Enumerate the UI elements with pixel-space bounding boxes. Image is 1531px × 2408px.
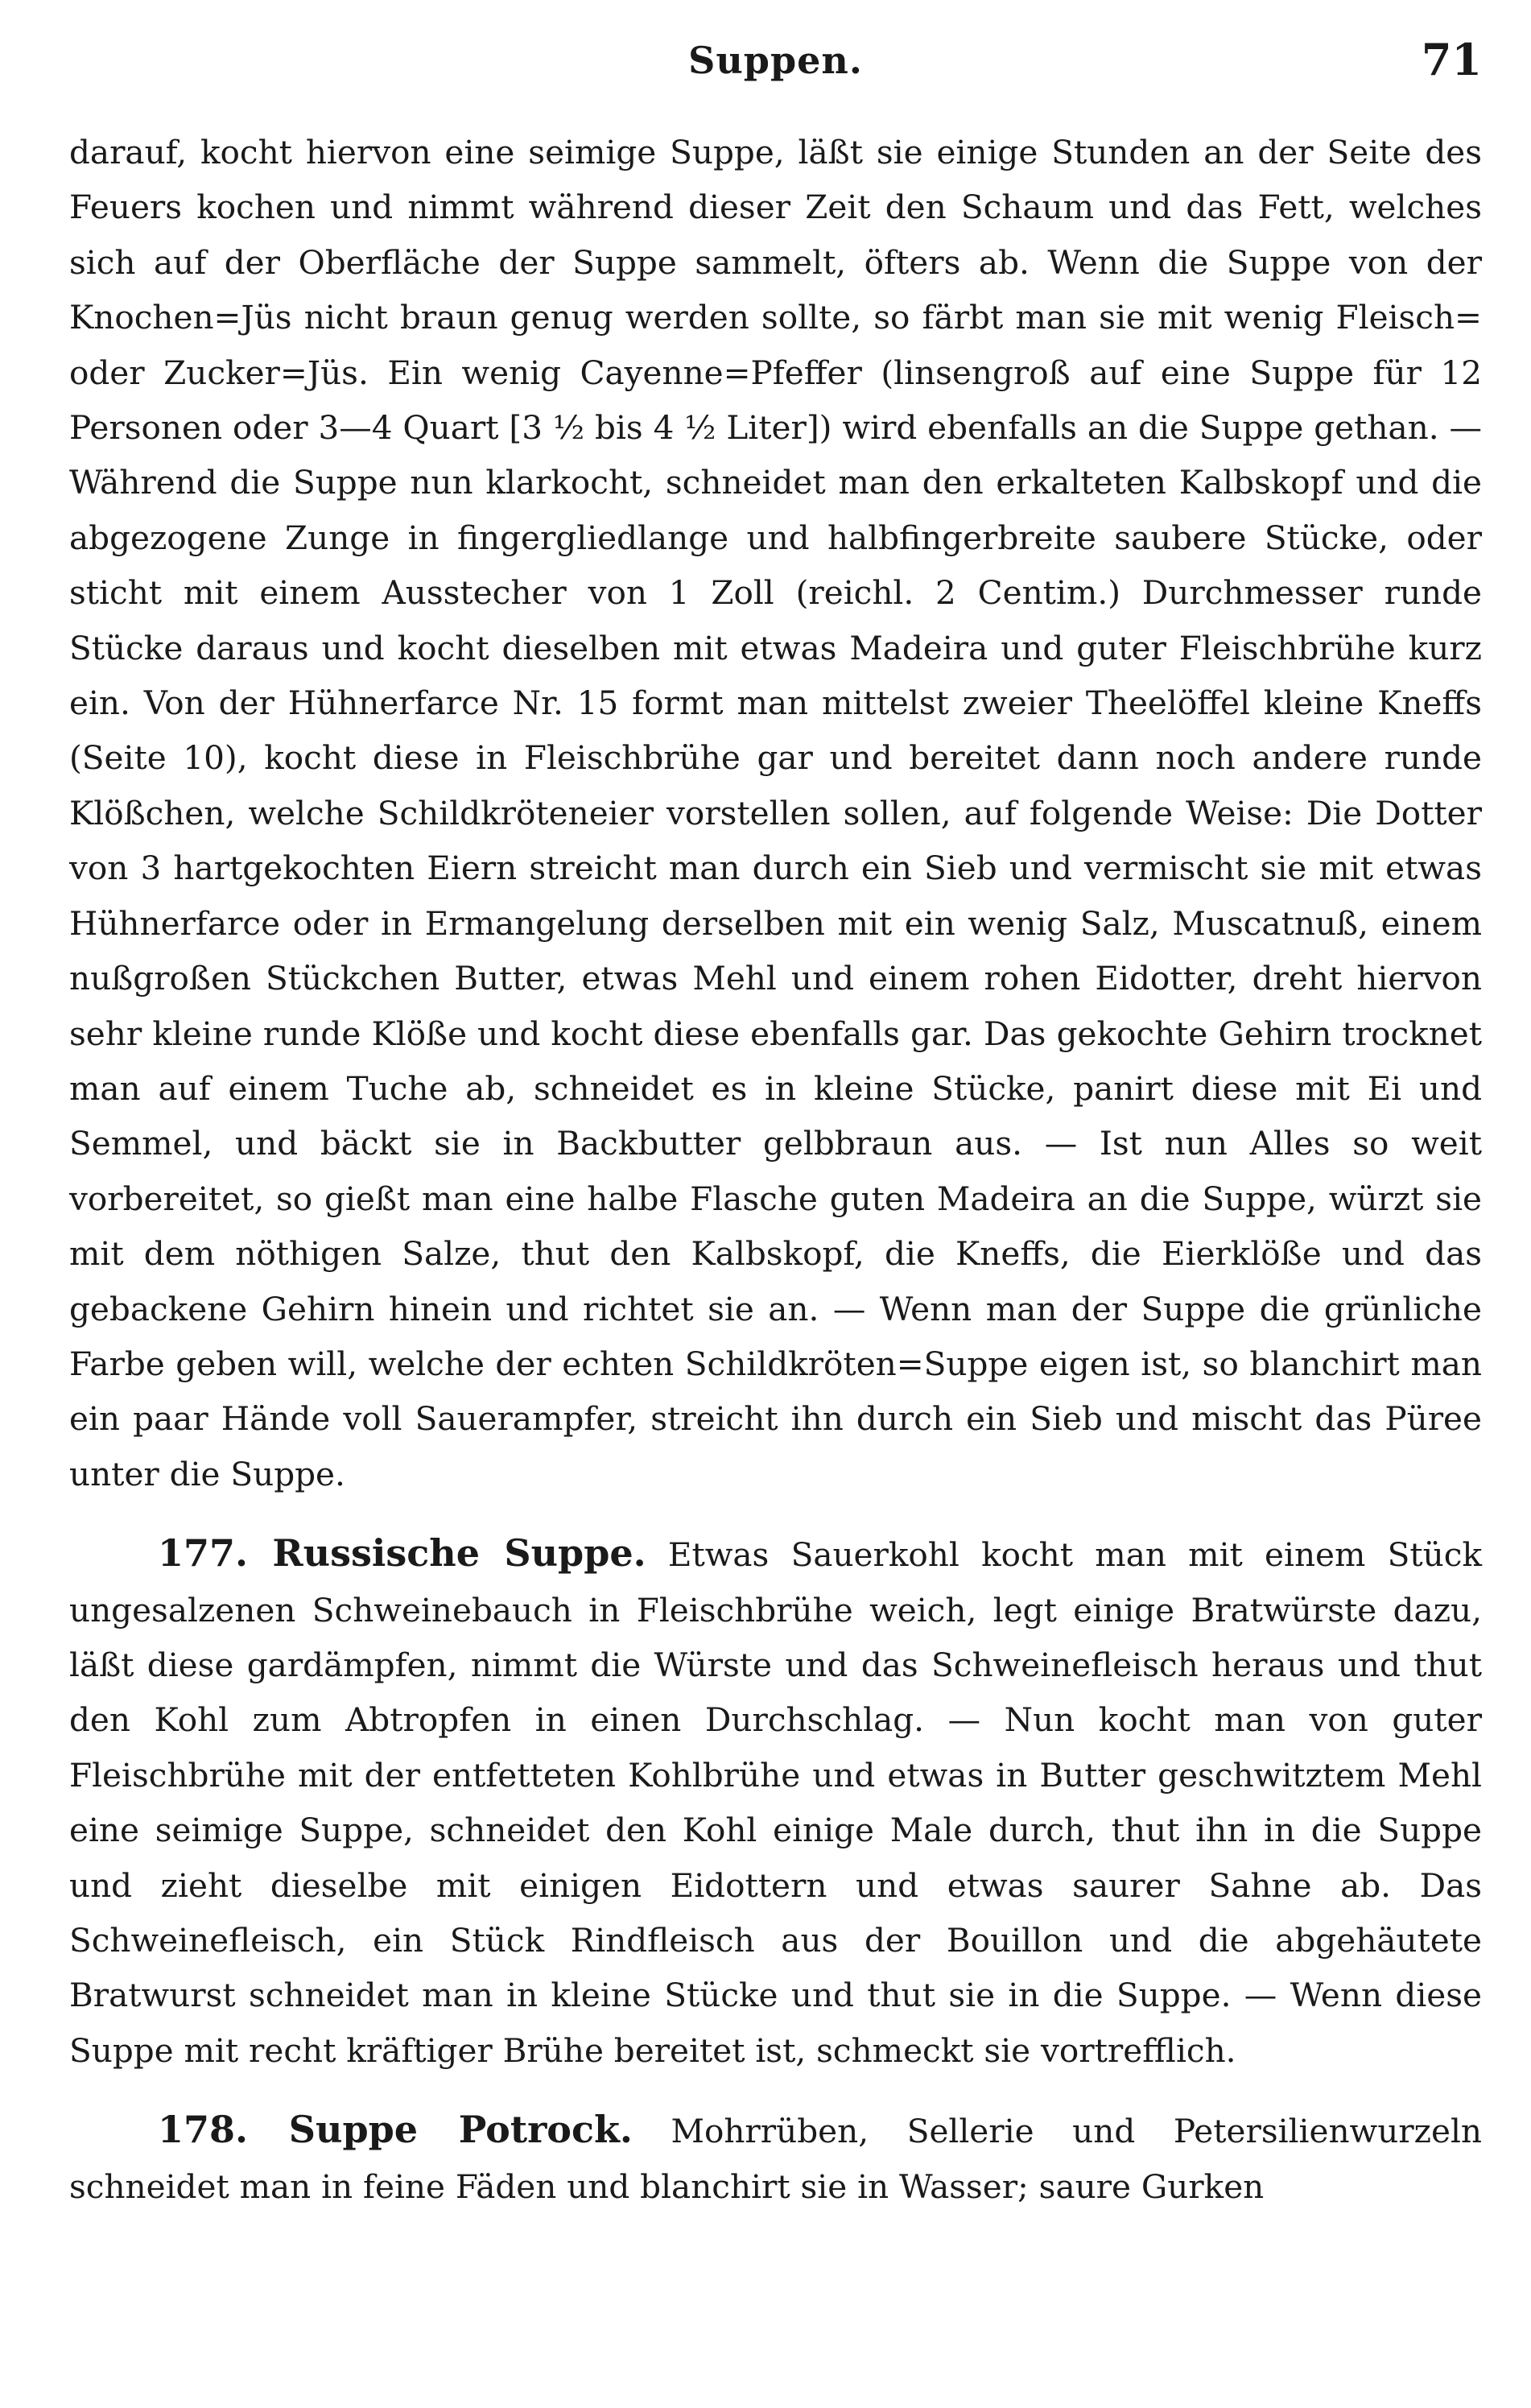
continuation-paragraph: darauf, kocht hiervon eine seimige Suppe, läßt sie einige Stunden an der Seite des Feuers kochen und nimmt während dieser Zeit den Schaum und das Fett, welches sich auf der Oberfläche der Suppe sammelt, öfters ab. Wenn die Suppe von der Knochen=Jüs nicht braun genug werden sollte, so färbt man sie mit wenig Fleisch= oder Zucker=Jüs. Ein wenig Cayenne=Pfeffer (linsengroß auf eine Suppe für 12 Personen oder 3—4 Quart [3 ½ bis 4 ½ Liter]) wird ebenfalls an die Suppe gethan. — Während die Suppe nun klarkocht, schneidet man den erkalteten Kalbskopf und die abgezogene Zunge in fingergliedlange und halbfingerbreite saubere Stücke, oder sticht mit einem Ausstecher von 1 Zoll (reichl. 2 Centim.) Durchmesser runde Stücke daraus und kocht dieselben mit etwas Madeira und guter Fleischbrühe kurz ein. Von der Hühnerfarce Nr. 15 formt man mittelst zweier Theelöffel kleine Kneffs (Seite 10), kocht diese in Fleischbrühe gar und bereitet dann noch andere runde Klößchen, welche Schildkröteneier vorstellen sollen, auf folgende Weise: Die Dotter von 3 hartgekochten Eiern streicht man durch ein Sieb und vermischt sie mit etwas Hühnerfarce oder in Ermangelung derselben mit ein wenig Salz, Muscatnuß, einem nußgroßen Stückchen Butter, etwas Mehl und einem rohen Eidotter, dreht hiervon sehr kleine runde Klöße und kocht diese ebenfalls gar. Das gekochte Gehirn trocknet man auf einem Tuche ab, schneidet es in kleine Stücke, panirt diese mit Ei und Semmel, und bäckt sie in Backbutter gelbbraun aus. — Ist nun Alles so weit vorbereitet, so gießt man eine halbe Flasche guten Madeira an die Suppe, würzt sie mit dem nöthigen Salze, thut den Kalbskopf, die Kneffs, die Eierklöße und das gebackene Gehirn hinein und richtet sie an. — Wenn man der Suppe die grünliche Farbe geben will, welche der echten Schildkröten=Suppe eigen ist, so blanchirt man ein paar Hände voll Sauerampfer, streicht ihn durch ein Sieb und mischt das Püree unter die Suppe. [69, 133, 1482, 1493]
page-body [69, 125, 1482, 2214]
page-header [69, 24, 1482, 105]
recipe-177-heading: 177. Russische Suppe. [158, 1531, 646, 1576]
recipe-177-text: Etwas Sauerkohl kocht man mit einem Stück ungesalzenen Schweinebauch in Fleischbrühe weich, legt einige Bratwürste dazu, läßt diese gardämpfen, nimmt die Würste und das Schweinefleisch heraus und thut den Kohl zum Abtropfen in einen Durchschlag. — Nun kocht man von guter Fleischbrühe mit der entfetteten Kohlbrühe und etwas in Butter geschwitztem Mehl eine seimige Suppe, schneidet den Kohl einige Male durch, thut ihn in die Suppe und zieht dieselbe mit einigen Eidottern und etwas saurer Sahne ab. Das Schweinefleisch, ein Stück Rindfleisch aus der Bouillon und die abgehäutete Bratwurst schneidet man in kleine Stücke und thut sie in die Suppe. — Wenn diese Suppe mit recht kräftiger Brühe bereitet ist, schmeckt sie vortrefflich. [69, 1535, 1482, 2070]
recipe-177 [69, 1526, 1482, 2078]
book-page [69, 24, 1482, 2383]
running-title: Suppen. [688, 39, 863, 82]
page-number: 71 [1421, 34, 1482, 85]
recipe-178 [69, 2102, 1482, 2214]
recipe-178-heading: 178. Suppe Potrock. [158, 2108, 633, 2152]
recipe-178-text: Mohrrüben, Sellerie und Petersilienwurzeln schneidet man in feine Fäden und blanchirt sie in Wasser; saure Gurken [69, 2112, 1483, 2206]
